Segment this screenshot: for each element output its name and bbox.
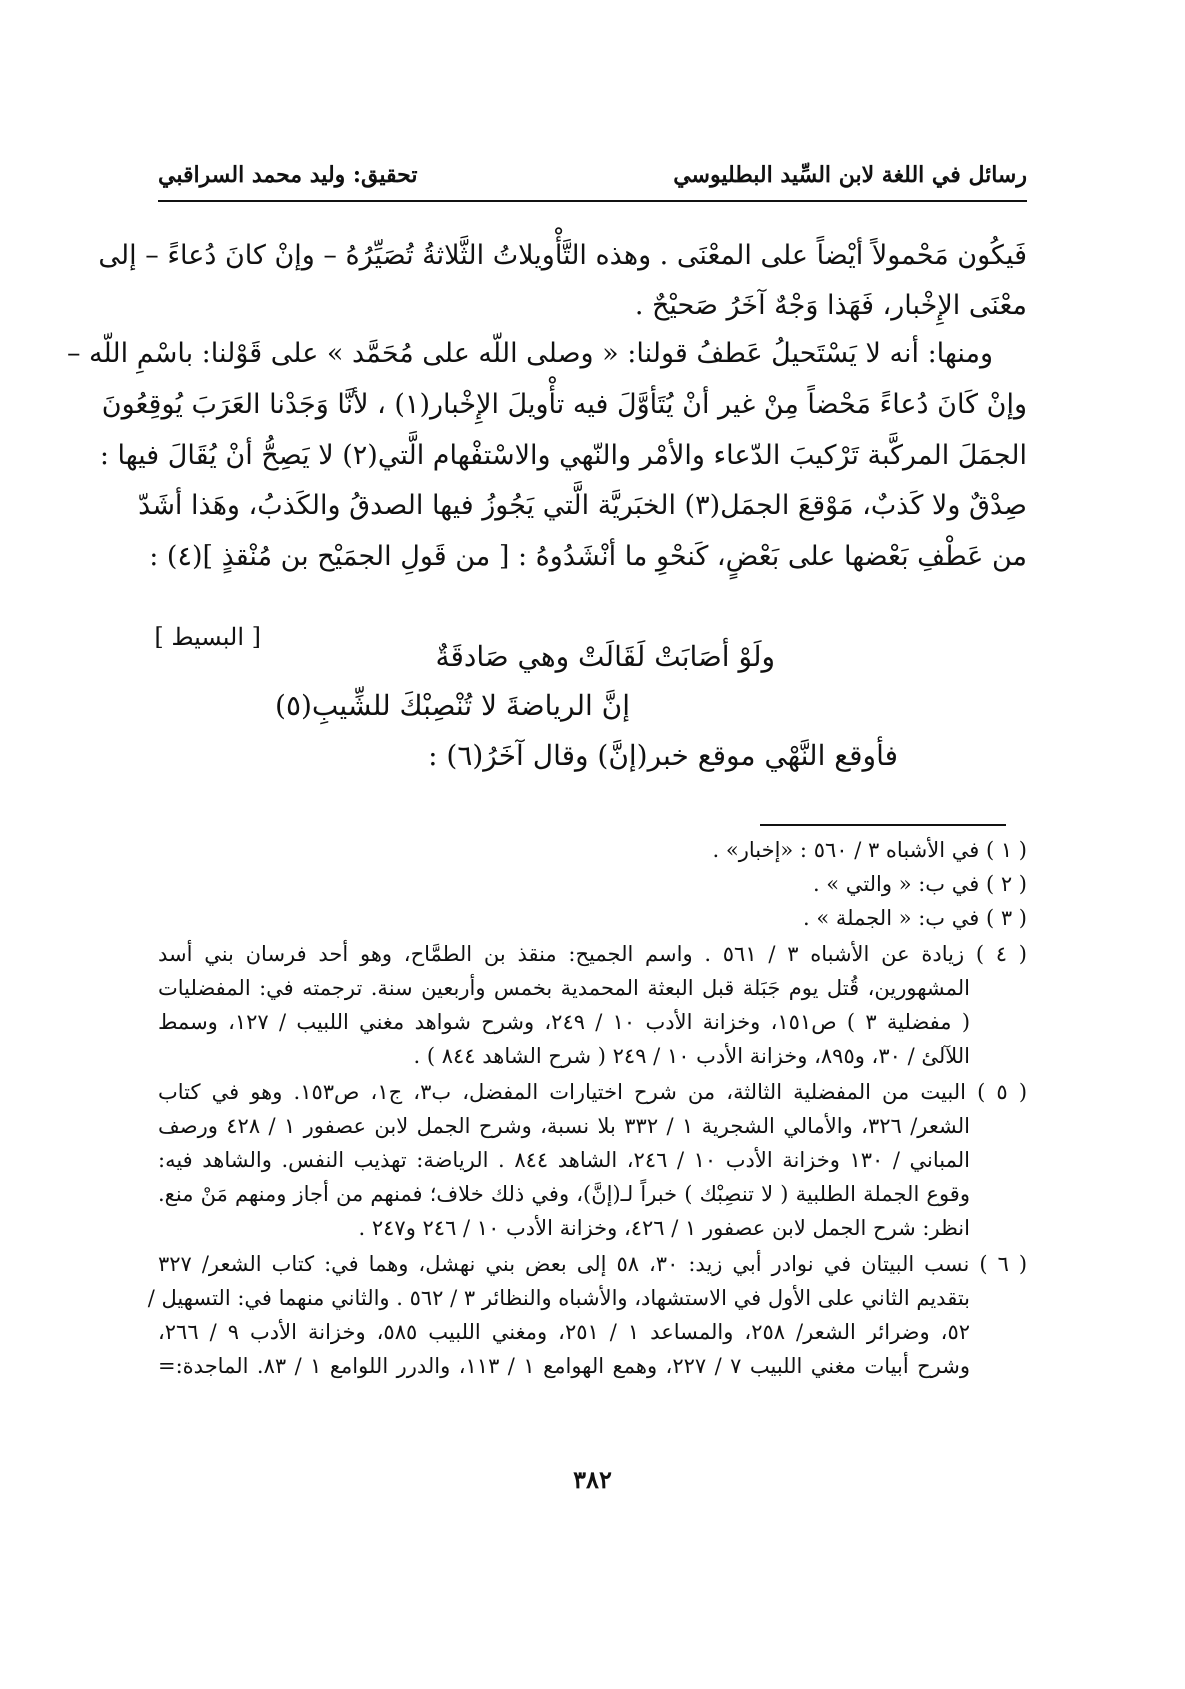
book-title: رسائل في اللغة لابن السِّيد البطليوسي: [673, 162, 1027, 188]
footnote-4-line: ( ٤ ) زيادة عن الأشباه ٣ / ٥٦١ . واسم الجميح: منقذ بن الطمَّاح، وهو أحد فرسان بني أسد: [158, 942, 1027, 966]
footnote-rule: [760, 824, 1006, 826]
footnote-3: ( ٣ ) في ب: « الجملة » .: [803, 906, 1027, 930]
body-line: فَيكُون مَحْمولاً أيْضاً على المعْنَى . وهذه التَّأْويلاتُ الثَّلاثةُ تُصَيِّرُهُ – وإنْ كانَ دُعاءً – إلى: [98, 240, 1027, 271]
verse-hemistich-2: إنَّ الرياضةَ لا تُنْصِبْكَ للشِّيبِ(٥): [275, 689, 630, 722]
footnote-4-line: المشهورين، قُتل يوم جَبَلة قبل البعثة المحمدية بخمس وأربعين سنة. ترجمته في: المفضليات: [158, 976, 970, 1000]
body-line: فأوقع النَّهْي موقع خبر(إنَّ) وقال آخَرُ(٦) :: [428, 739, 898, 772]
footnote-2: ( ٢ ) في ب: « والتي » .: [812, 872, 1027, 896]
footnote-6-line: ٥٢، وضرائر الشعر/ ٢٥٨، والمساعد ١ / ٢٥١، ومغني اللبيب ٥٨٥، وخزانة الأدب ٩ / ٢٦٦،: [158, 1320, 970, 1344]
footnote-4-line: اللآلئ / ٣٠، و٨٩٥، وخزانة الأدب ١٠ / ٢٤٩ ( شرح الشاهد ٨٤٤ ) .: [413, 1044, 970, 1068]
footnote-6-line: بتقديم الثاني على الأول في الاستشهاد، والأشباه والنظائر ٣ / ٥٦٢ . والثاني منهما في: التسهيل /: [147, 1286, 970, 1310]
body-line: وإنْ كَانَ دُعاءً مَحْضاً مِنْ غير أنْ يُتَأوَّلَ فيه تأْويلَ الإِخْبار(١) ، لأنَّا وَجَدْنا العَرَبَ يُوقِعُونَ: [101, 389, 1027, 420]
body-line: صِدْقٌ ولا كَذبٌ، مَوْقعَ الجمَل(٣) الخبَريَّة الَّتي يَجُوزُ فيها الصدقُ والكَذبُ، وهَذا أشَدّ: [138, 490, 1027, 521]
footnote-5-line: الشعر/ ٣٢٦، والأمالي الشجرية ١ / ٣٣٢ بلا نسبة، وشرح الجمل لابن عصفور ١ / ٤٢٨ ورصف: [158, 1114, 970, 1138]
footnote-1: ( ١ ) في الأشباه ٣ / ٥٦٠ : «إخبار» .: [712, 838, 1027, 862]
editor-credit: تحقيق: وليد محمد السراقبي: [158, 162, 418, 188]
body-line: ومنها: أنه لا يَسْتَحيلُ عَطفُ قولنا: « وصلى اللّه على مُحَمَّد » على قَوْلنا: باسْمِ اللّه –: [66, 338, 993, 369]
body-line: معْنَى الإِخْبار، فَهَذا وَجْهٌ آخَرُ صَحيْحٌ .: [634, 290, 1027, 321]
page-number: ٣٨٢: [573, 1465, 612, 1494]
footnote-5-line: المباني / ١٣٠ وخزانة الأدب ١٠ / ٢٤٦، الشاهد ٨٤٤ . الرياضة: تهذيب النفس. والشاهد فيه:: [158, 1148, 970, 1172]
footnote-6-line: ( ٦ ) نسب البيتان في نوادر أبي زيد: ٣٠، ٥٨ إلى بعض بني نهشل، وهما في: كتاب الشعر/ ٣٢٧: [158, 1252, 1028, 1276]
running-header: [158, 162, 1027, 202]
footnote-6-line: وشرح أبيات مغني اللبيب ٧ / ٢٢٧، وهمع الهوامع ١ / ١١٣، والدرر اللوامع ١ / ٨٣. الماجدة:=: [158, 1354, 970, 1378]
body-line: الجمَلَ المركَّبة تَرْكيبَ الدّعاء والأمْر والنّهي والاسْتفْهام الَّتي(٢) لا يَصِحُّ أنْ يُقَالَ فيها :: [99, 440, 1027, 471]
footnote-5-line: ( ٥ ) البيت من المفضلية الثالثة، من شرح اختيارات المفضل، ب٣، ج١، ص١٥٣. وهو في كتاب: [158, 1080, 1028, 1104]
header-rule: [158, 200, 1027, 202]
footnote-5-line: وقوع الجملة الطلبية ( لا تنصِبْك ) خبراً لـ(إنَّ)، وفي ذلك خلاف؛ فمنهم من أجاز ومنهم مَنْ منع.: [158, 1182, 970, 1206]
body-line: من عَطْفِ بَعْضها على بَعْضٍ، كَنحْوِ ما أنْشَدُوهُ : [ من قَولِ الجمَيْح بن مُنْقذٍ ](٤) :: [149, 541, 1027, 572]
meter-label: [ البسيط ]: [154, 623, 261, 651]
footnote-5-line: انظر: شرح الجمل لابن عصفور ١ / ٤٢٦، وخزانة الأدب ١٠ / ٢٤٦ و٢٤٧ .: [358, 1216, 970, 1240]
verse-hemistich-1: ولَوْ أصَابَتْ لَقَالَتْ وهي صَادقَةٌ: [435, 640, 775, 673]
footnote-4-line: ( مفضلية ٣ ) ص١٥١، وخزانة الأدب ١٠ / ٢٤٩، وشرح شواهد مغني اللبيب / ١٢٧، وسمط: [158, 1010, 971, 1034]
